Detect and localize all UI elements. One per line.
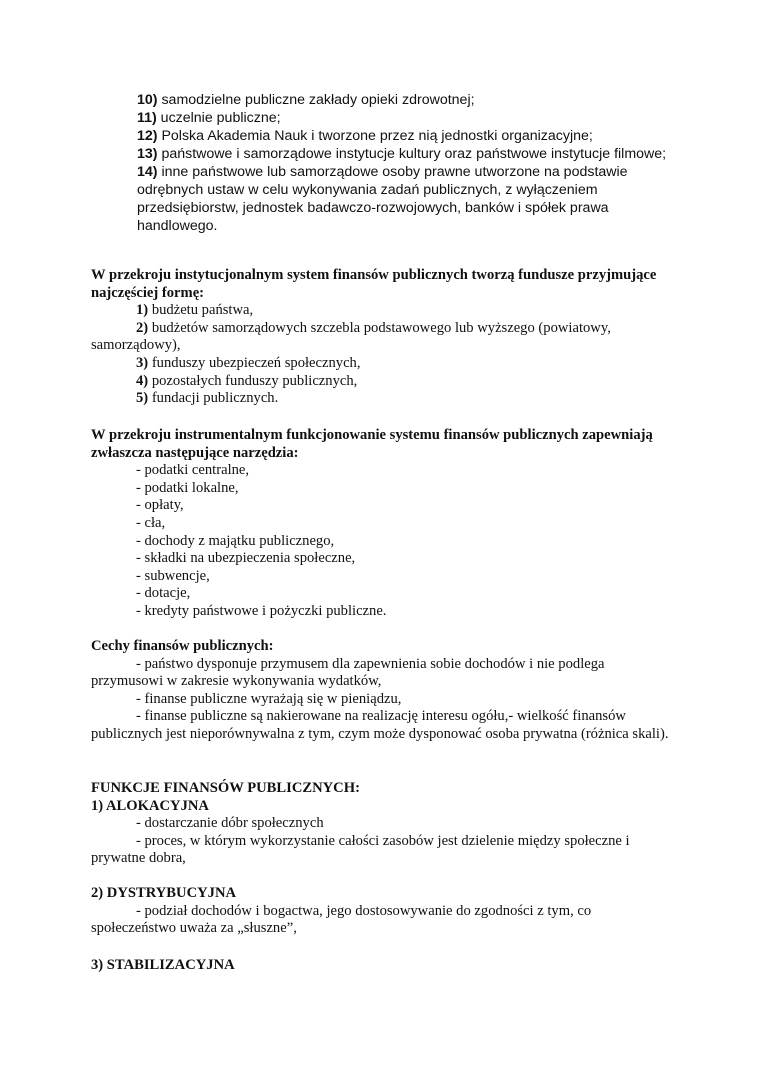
list-item: - finanse publiczne są nakierowane na realizację interesu ogółu,- wielkość finansów publicznych jest nieporównywalna z tym, czym może dysponować osoba prywatna (różnica skali). [91, 708, 669, 742]
item-text: samodzielne publiczne zakłady opieki zdrowotnej; [157, 92, 475, 108]
list-item: - podział dochodów i bogactwa, jego dostosowywanie do zgodności z tym, co społeczeństwo uważa za „słuszne”, [91, 902, 592, 937]
section-heading: W przekroju instrumentalnym funkcjonowanie systemu finansów publicznych zapewniają zwłaszcza następujące narzędzia: [91, 427, 653, 461]
list-item: - cła, [136, 514, 166, 531]
stabilization-section [91, 957, 671, 975]
item-number: 10) [137, 92, 158, 108]
item-text: uczelnie publiczne; [156, 110, 281, 126]
list-item [137, 109, 677, 127]
list-item: - dochody z majątku publicznego, [136, 532, 335, 549]
functions-section [91, 780, 671, 868]
list-item: - opłaty, [136, 497, 184, 514]
list-item: - podatki lokalne, [136, 479, 239, 496]
function-title: 3) STABILIZACYJNA [91, 957, 235, 973]
instrumental-section [91, 427, 671, 621]
institutional-section [91, 267, 671, 408]
section-heading: Cechy finansów publicznych: [91, 638, 274, 654]
list-item [137, 163, 677, 235]
entities-list [137, 91, 677, 235]
list-item [137, 127, 677, 145]
item-number: 13) [137, 146, 158, 162]
list-item: - dostarczanie dóbr społecznych [136, 815, 324, 832]
distribution-section [91, 885, 671, 938]
list-item: 1) budżetu państwa, [136, 302, 254, 319]
list-item: 3) funduszy ubezpieczeń społecznych, [136, 354, 361, 371]
list-item: - państwo dysponuje przymusem dla zapewnienia sobie dochodów i nie podlega przymusowi w zakresie wykonywania wydatków, [91, 655, 605, 690]
list-item [137, 145, 677, 163]
section-heading: FUNKCJE FINANSÓW PUBLICZNYCH: [91, 780, 360, 796]
item-text: państwowe i samorządowe instytucje kultury oraz państwowe instytucje filmowe; [157, 146, 667, 162]
section-heading: W przekroju instytucjonalnym system finansów publicznych tworzą fundusze przyjmujące najczęściej formę: [91, 267, 657, 301]
list-item: - finanse publiczne wyrażają się w pieniądzu, [136, 690, 402, 707]
item-text: inne państwowe lub samorządowe osoby prawne utworzone na podstawie odrębnych ustaw w celu wykonywania zadań publicznych, z wyłączeniem przedsiębiorstw, jednostek badawczo-rozwojowych, banków i spółek prawa handlowego. [137, 164, 628, 234]
list-item: 4) pozostałych funduszy publicznych, [136, 372, 358, 389]
item-number: 14) [137, 164, 158, 180]
list-item: - proces, w którym wykorzystanie całości zasobów jest dzielenie między społeczne i prywatne dobra, [91, 832, 630, 867]
item-text: Polska Akademia Nauk i tworzone przez nią jednostki organizacyjne; [157, 128, 593, 144]
list-item: - składki na ubezpieczenia społeczne, [136, 550, 356, 567]
list-item: - kredyty państwowe i pożyczki publiczne. [136, 602, 387, 619]
features-section [91, 638, 671, 744]
item-number: 12) [137, 128, 158, 144]
list-item: - dotacje, [136, 585, 191, 602]
list-item: - subwencje, [136, 567, 210, 584]
list-item: 5) fundacji publicznych. [136, 390, 279, 407]
list-item [137, 91, 677, 109]
function-title: 1) ALOKACYJNA [91, 797, 209, 814]
item-number: 11) [137, 110, 157, 126]
function-title: 2) DYSTRYBUCYJNA [91, 885, 237, 901]
list-item: 2) budżetów samorządowych szczebla podstawowego lub wyższego (powiatowy, samorządowy), [91, 319, 611, 354]
list-item: - podatki centralne, [136, 462, 250, 479]
